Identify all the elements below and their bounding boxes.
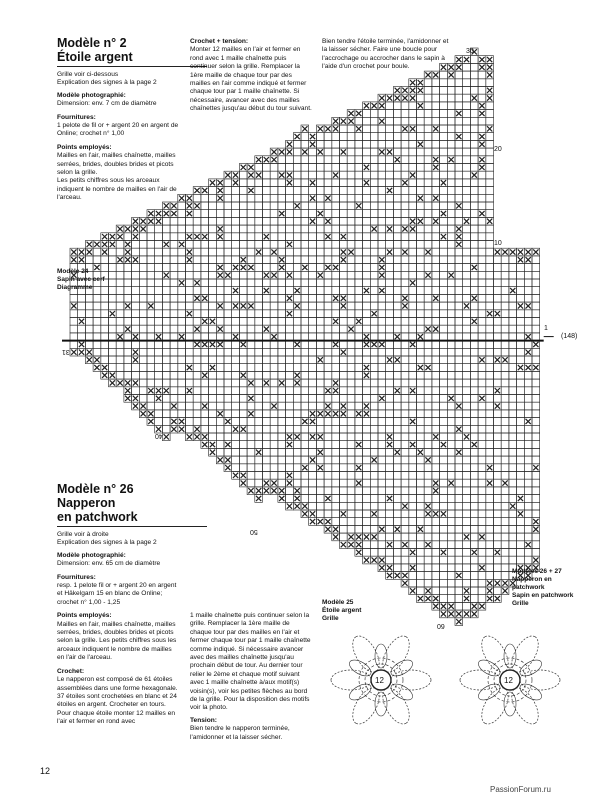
tension-text: Bien tendre le napperon terminée, l'amidonner et la laisser sécher. xyxy=(190,725,290,741)
row-number-1: 1 xyxy=(544,325,548,332)
star25-label-1: Modèle 25 xyxy=(322,599,354,606)
model26-stitches-text: Mailles en l'air, mailles chaînette, mailles serrées, brides, doubles brides et picots selon la grille. Les petits chiffres sous les arceaux indiquent le nombre de mailles en l'air de l'arceau. xyxy=(57,620,177,662)
model2-photo-text: Dimension: env. 7 cm de diamètre xyxy=(57,100,157,108)
model26-intro1: Grille voir à droite xyxy=(57,531,109,538)
star2627-label-2: Napperon en xyxy=(512,576,552,583)
model2-stitches-text2: Les petits chiffres sous les arceaux indiquent le nombre de mailles en l'air de l'arceau. xyxy=(57,177,177,202)
model26-subtitle: Napperon xyxy=(57,496,116,510)
model26-title: Modèle n° 26 xyxy=(57,482,134,496)
model26-subtitle2: en patchwork xyxy=(57,510,138,524)
model26-intro2: Explication des signes à la page 2 xyxy=(57,539,157,547)
model26-photo-label: Modèle photographié: xyxy=(57,551,126,559)
star2627-label-5: Grille xyxy=(512,600,529,607)
row-number-31: 31 xyxy=(62,348,70,355)
model2-supplies-label: Fournitures: xyxy=(57,113,96,121)
diagram-label-3: Diagramme xyxy=(57,284,93,291)
model26-crochet-text: Le napperon est composé de 61 étoiles assemblées dans une forme hexagonale. 37 étoiles sont crochetées en blanc et 24 étoiles en argent. Crocheter en tours. Pour chaque étoile monter 12 mailles en l'air et fermer en rond avec xyxy=(57,676,178,726)
page-number: 12 xyxy=(40,766,51,776)
star2627-label xyxy=(512,568,573,608)
model2-stitches-text: Mailles en l'air, mailles chaînette, mailles serrées, brides, doubles brides et picots selon la grille. xyxy=(57,152,176,177)
model26-supplies-label: Fournitures: xyxy=(57,573,96,581)
finishing-text: Bien tendre l'étoile terminée, l'amidonner et la laisser sécher. Faire une boucle pour l'accrochage ou accrocher dans le sapin à l'aide d'un crochet pour boule. xyxy=(322,38,449,71)
row-number-20: 20 xyxy=(494,146,502,153)
row-number-50: 50 xyxy=(250,528,258,535)
model26-crochet-label: Crochet: xyxy=(57,667,85,675)
model2-subtitle: Étoile argent xyxy=(57,50,133,64)
row-number-40: 40 xyxy=(155,432,163,439)
model2-supplies-text: 1 pelote de fil or + argent 20 en argent de Online; crochet n° 1,00 xyxy=(57,122,179,138)
assembly-text: 1 maille chaînette puis continuer selon la grille. Remplacer la 1ère maille de chaque tour par des mailles en l'air et fermer chaque tour par 1 maille chaînette comme indiqué. Si nécessaire avancer avec des mailles chaînette jusqu'au prochain début de tour. Au dernier tour relier le 2ème et chaque motif suivant avec 1 maille chaînette à/aux motif(s) voisin(s), voir les petites flèches au bord de la grille. Pour la disposition des motifs voir la photo. xyxy=(190,612,311,712)
star25-label-2: Étoile argent xyxy=(322,607,362,614)
row-number-60: 60 xyxy=(437,622,445,629)
model2-photo-label: Modèle photographié: xyxy=(57,91,126,99)
assembly-section xyxy=(190,612,312,742)
star25-label-3: Grille xyxy=(322,615,339,622)
model2-intro1: Grille voir ci-dessous xyxy=(57,71,119,78)
star2627-label-4: Sapin en patchwork xyxy=(512,592,574,599)
stitch-count: (148) xyxy=(561,333,578,340)
crochet-tension-label: Crochet + tension: xyxy=(190,38,249,45)
model2-intro2: Explication des signes à la page 2 xyxy=(57,79,157,87)
star25-center-number: 12 xyxy=(375,676,384,685)
diagram-label-1: Modèle 24 xyxy=(57,268,89,275)
row-number-30: 30 xyxy=(466,48,474,55)
tension-label: Tension: xyxy=(190,716,217,724)
divider xyxy=(57,526,207,527)
diagram-label-2: Sapin avec cerf xyxy=(57,276,105,283)
star2627-center-number: 12 xyxy=(504,676,513,685)
star25-label xyxy=(322,599,361,623)
watermark: PassionForum.ru xyxy=(490,785,551,794)
model2-title: Modèle n° 2 xyxy=(57,36,127,50)
model26-photo-text: Dimension: env. 65 cm de diamètre xyxy=(57,560,161,568)
model26-stitches-label: Points employés: xyxy=(57,612,112,620)
model26-supplies-text: resp. 1 pelote fil or + argent 20 en argent et Häkelgarn 15 en blanc de Online; crochet n° 1,00 - 1,25 xyxy=(57,582,177,606)
model26-section xyxy=(57,482,179,732)
star2627-label-1: Modèles 26 + 27 xyxy=(512,568,562,575)
row-number-10: 10 xyxy=(494,240,502,247)
crochet-tension-text: Monter 12 mailles en l'air et fermer en rond avec 1 maille chaînette puis continuer selon la grille. Remplacer la 1ère maille de chaque tour par des mailles en l'air comme indiqué et fermer chaque tour par 1 maille chaînette. Si nécessaire, avancer avec des mailles chaînettes jusqu'au début du tour suivant. xyxy=(190,46,312,113)
star2627-label-3: patchwork xyxy=(512,584,545,591)
model2-stitches-label: Points employés: xyxy=(57,143,112,151)
